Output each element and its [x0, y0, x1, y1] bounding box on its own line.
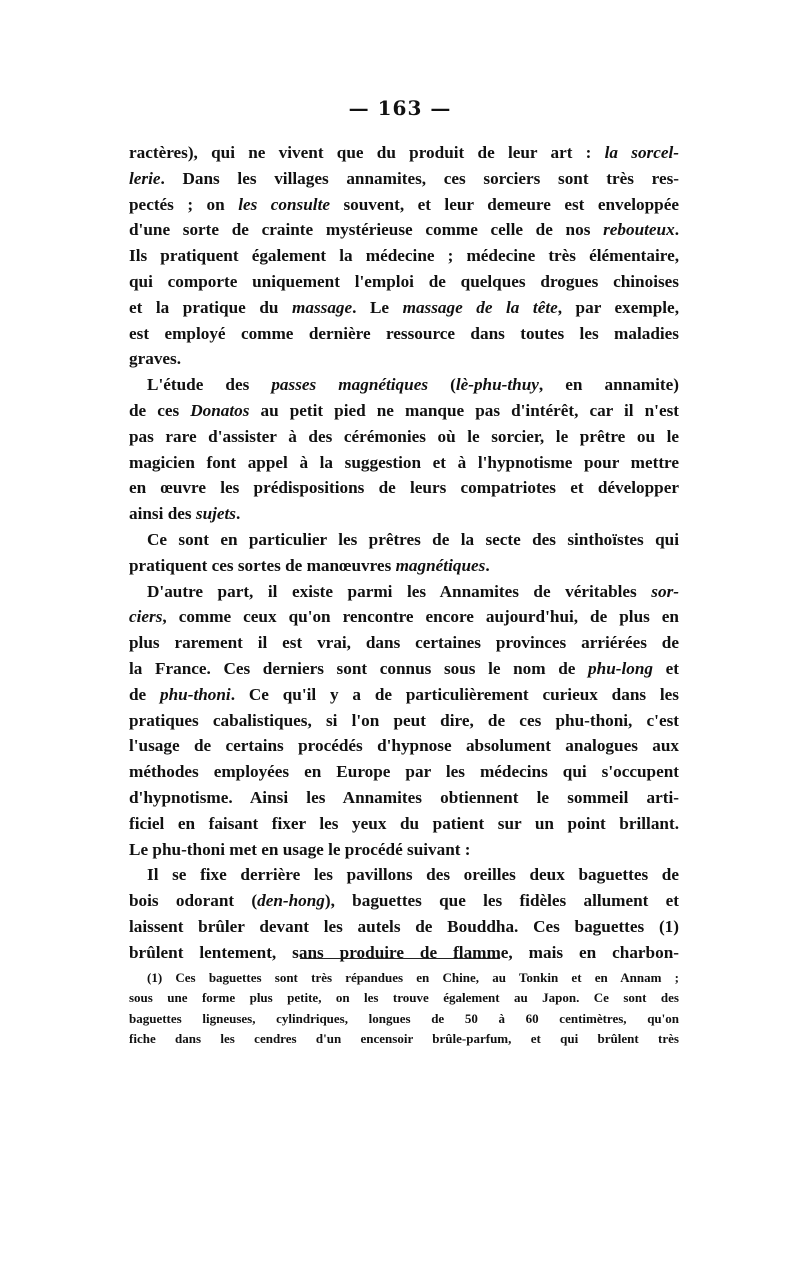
text-line: bois odorant (den-hong), baguettes que les fidèles allument et	[129, 891, 680, 911]
text-line: ficiel en faisant fixer les yeux du patient sur un point brillant.	[129, 813, 679, 833]
footnote-divider	[300, 958, 500, 959]
text-line: Il se fixe derrière les pavillons des oreilles deux baguettes de	[147, 865, 679, 885]
text-line: pectés ; on les consulte souvent, et leur demeure est enveloppée	[129, 194, 679, 214]
text-line: d'hypnotisme. Ainsi les Annamites obtiennent le sommeil arti-	[129, 787, 679, 807]
text-line: Ils pratiquent également la médecine ; médecine très élémentaire,	[129, 246, 679, 266]
body-text	[129, 140, 679, 966]
footnote-line: baguettes ligneuses, cylindriques, longues de 50 à 60 centimètres, qu'on	[129, 1010, 679, 1026]
text-line: pratiques cabalistiques, si l'on peut dire, de ces phu-thoni, c'est	[129, 710, 679, 730]
footnote-line: fiche dans les cendres d'un encensoir brûle-parfum, et qui brûlent très	[129, 1031, 679, 1047]
text-line: de ces Donatos au petit pied ne manque pas d'intérêt, car il n'est	[129, 400, 680, 420]
text-line: pratiquent ces sortes de manœuvres magnétiques.	[129, 555, 490, 575]
text-line: lerie. Dans les villages annamites, ces sorciers sont très res-	[129, 168, 679, 188]
footnote-line: (1) Ces baguettes sont très répandues en Chine, au Tonkin et en Annam ;	[147, 970, 679, 985]
text-line: l'usage de certains procédés d'hypnose absolument analogues aux	[129, 736, 679, 756]
text-line: en œuvre les prédispositions de leurs compatriotes et développer	[129, 478, 679, 498]
text-line: ainsi des sujets.	[129, 504, 241, 524]
footnote-line: sous une forme plus petite, on les trouve également au Japon. Ce sont des	[129, 990, 679, 1006]
text-line: et la pratique du massage. Le massage de la tête, par exemple,	[129, 297, 679, 317]
footnote	[129, 968, 679, 1050]
text-line: de phu-thoni. Ce qu'il y a de particulièrement curieux dans les	[129, 684, 680, 704]
text-line: qui comporte uniquement l'emploi de quelques drogues chinoises	[129, 271, 679, 291]
text-line: magicien font appel à la suggestion et à l'hypnotisme pour mettre	[129, 452, 679, 472]
text-line: d'une sorte de crainte mystérieuse comme celle de nos rebouteux.	[129, 220, 679, 240]
text-line: Ce sont en particulier les prêtres de la secte des sinthoïstes qui	[147, 529, 679, 549]
text-line: Le phu-thoni met en usage le procédé suivant :	[129, 839, 471, 859]
text-line: ciers, comme ceux qu'on rencontre encore aujourd'hui, de plus en	[129, 607, 679, 627]
page-number: — 163 —	[348, 96, 452, 120]
text-line: est employé comme dernière ressource dans toutes les maladies	[129, 323, 679, 343]
text-line: graves.	[129, 349, 182, 369]
text-line: méthodes employées en Europe par les médecins qui s'occupent	[129, 762, 679, 782]
text-line: ractères), qui ne vivent que du produit de leur art : la sorcel-	[129, 143, 679, 162]
text-line: D'autre part, il existe parmi les Annamites de véritables sor-	[147, 581, 679, 601]
text-line: L'étude des passes magnétiques (lè-phu-thuy, en annamite)	[147, 375, 679, 395]
text-line: la France. Ces derniers sont connus sous le nom de phu-long et	[129, 658, 679, 678]
text-line: pas rare d'assister à des cérémonies où le sorcier, le prêtre ou le	[129, 426, 679, 446]
text-line: laissent brûler devant les autels de Bouddha. Ces baguettes (1)	[129, 916, 679, 936]
text-line: plus rarement il est vrai, dans certaines provinces arriérées de	[129, 633, 679, 653]
text-line: brûlent lentement, sans produire de flamme, mais en charbon-	[129, 942, 679, 962]
